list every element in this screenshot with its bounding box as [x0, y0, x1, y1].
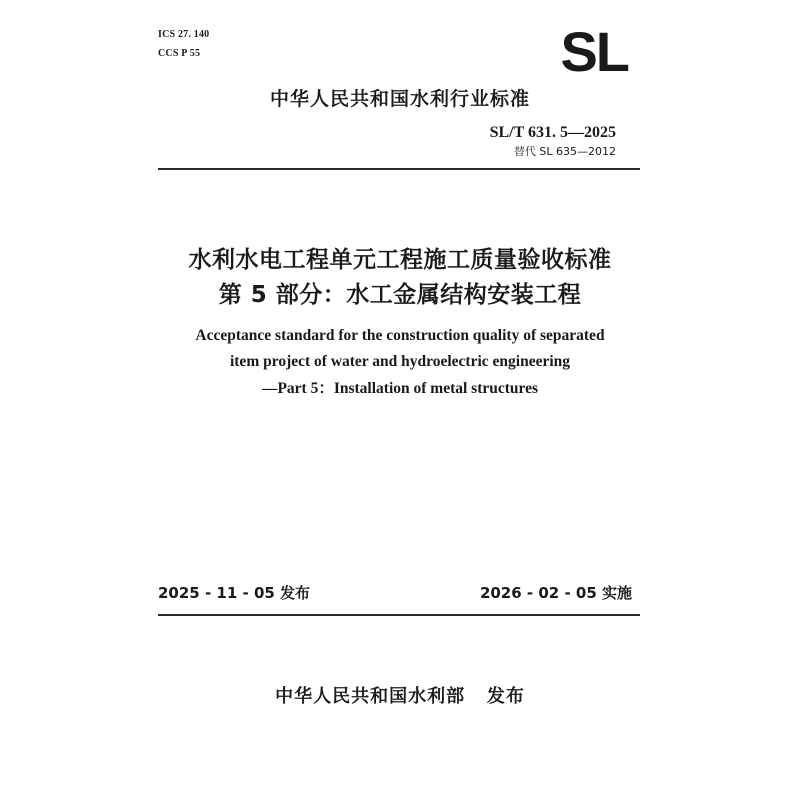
- ics-code: ICS 27. 140: [158, 29, 210, 40]
- standard-series-title: 中华人民共和国水利行业标准: [269, 88, 530, 110]
- title-english-line-3: —Part 5：Installation of metal structures: [261, 380, 539, 397]
- supersedes-note: 替代 SL 635—2012: [513, 145, 616, 158]
- issue-date: 2025 - 11 - 05 发布: [158, 584, 311, 602]
- title-chinese-line-2: 第 5 部分：水工金属结构安装工程: [218, 282, 582, 308]
- top-divider: [158, 168, 640, 170]
- publisher: 中华人民共和国水利部 发布: [275, 686, 525, 707]
- title-english-line-1: Acceptance standard for the construction quality of separated: [195, 327, 605, 344]
- bottom-divider: [158, 614, 640, 616]
- title-chinese-line-1: 水利水电工程单元工程施工质量验收标准: [188, 247, 612, 273]
- ccs-code: CCS P 55: [158, 48, 201, 59]
- standard-number: SL/T 631. 5—2025: [489, 124, 616, 141]
- title-english-line-2: item project of water and hydroelectric engineering: [229, 353, 571, 370]
- implementation-date: 2026 - 02 - 05 实施: [479, 584, 632, 602]
- sl-logo: SL: [560, 20, 628, 83]
